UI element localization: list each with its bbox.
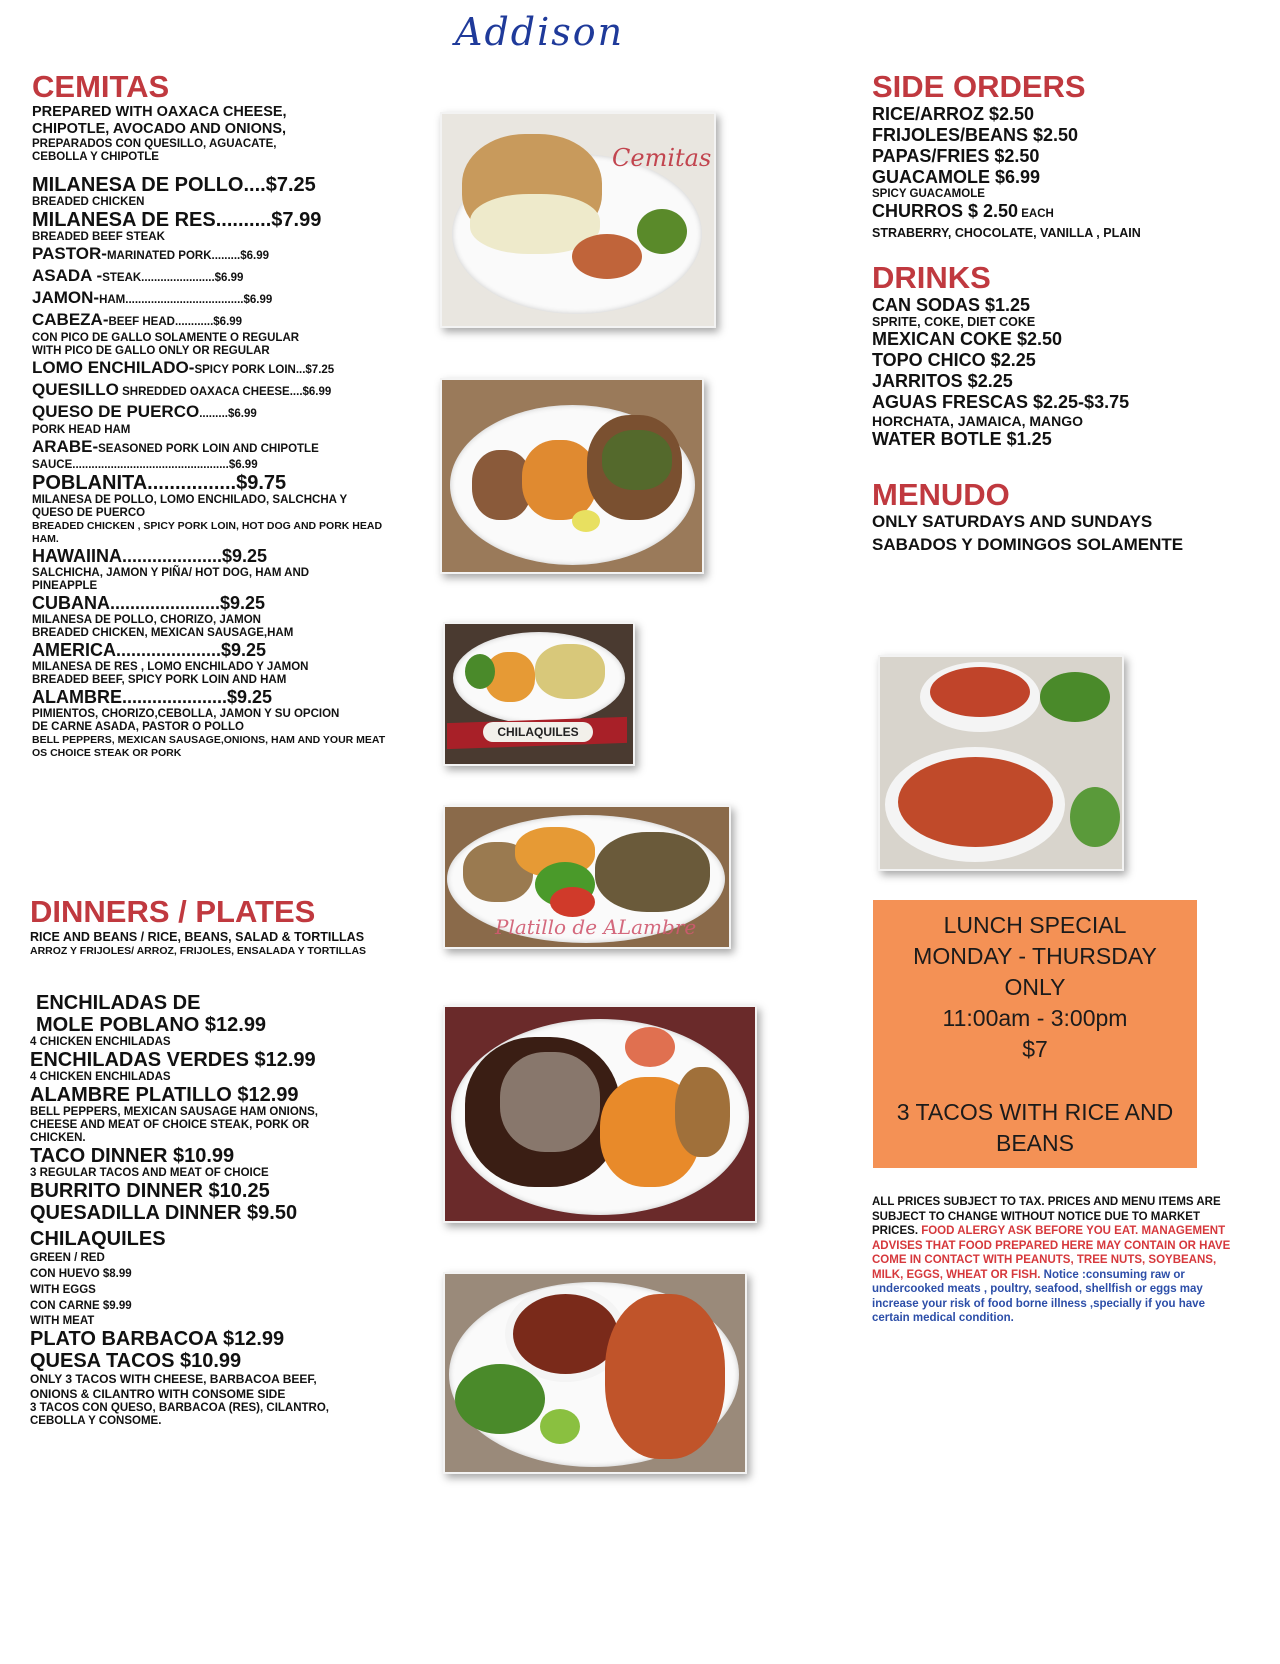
menu-item-name: MOLE POBLANO $12.99 [36,1014,267,1036]
menu-item-desc: CON CARNE $9.99 [30,1300,132,1312]
menu-item-name: MILANESA DE POLLO....$7.25 [32,174,316,196]
menu-item-desc: CHICKEN. [30,1132,86,1144]
cemitas-photo [440,112,716,328]
menu-item-desc: QUESO DE PUERCO [32,507,146,519]
menu-item-name: MILANESA DE RES..........$7.99 [32,209,322,231]
menu-item-name: PASTOR- [32,244,107,263]
lunch-special-desc: 3 TACOS WITH RICE AND [896,1099,1174,1125]
menu-item-desc: BREADED CHICKEN , SPICY PORK LOIN, HOT DOG AND PORK HEAD [32,520,383,532]
menu-item-desc: STRABERRY, CHOCOLATE, VANILLA , PLAIN [872,226,1141,240]
menu-item-name: QUESADILLA DINNER $9.50 [30,1202,298,1224]
menu-item-desc: 4 CHICKEN ENCHILADAS [30,1036,171,1048]
menu-item-inline: MARINATED PORK.........$6.99 [106,250,270,262]
menu-item [32,266,427,288]
menu-item-desc: 4 CHICKEN ENCHILADAS [30,1071,171,1083]
cemitas-title: CEMITAS [32,69,170,104]
notice-raw-food: Notice :consuming raw or undercooked meats , poultry, seafood, shellfish or eggs may increase your risk of food borne illness ,specially if you have certain medical condition. [872,1268,1205,1324]
menu-item-name: CHURROS $ 2.50 [872,201,1019,221]
dinners-section [30,895,425,1428]
menu-item-desc: PINEAPPLE [32,580,98,592]
menu-item-name: JARRITOS $2.25 [872,371,1013,391]
menu-item-desc: DE CARNE ASADA, PASTOR O POLLO [32,721,244,733]
menu-item-desc: MILANESA DE POLLO, LOMO ENCHILADO, SALCHCHA Y [32,494,348,506]
menu-item-desc: BELL PEPPERS, MEXICAN SAUSAGE,ONIONS, HAM AND YOUR MEAT [32,734,386,746]
cemitas-intro-line: PREPARED WITH OAXACA CHEESE, [32,104,287,120]
menu-item-inline: BEEF HEAD............$6.99 [108,316,243,328]
menu-item-name: AGUAS FRESCAS $2.25-$3.75 [872,392,1130,412]
cemitas-intro-es-line: PREPARADOS CON QUESILLO, AGUACATE, [32,138,277,150]
menudo-photo [878,655,1124,871]
tacos-photo [440,378,704,574]
menu-item-name: PLATO BARBACOA $12.99 [30,1328,285,1350]
lunch-special-line: MONDAY - THURSDAY [913,943,1157,969]
menu-item-desc: CON PICO DE GALLO SOLAMENTE O REGULAR [32,332,300,344]
lunch-special-price: $7 [1022,1036,1048,1062]
menu-item-name: ALAMBRE.....................$9.25 [32,687,273,707]
menu-item-desc: BREADED BEEF STEAK [32,231,165,243]
menu-item-desc: CON HUEVO $8.99 [30,1268,132,1280]
menu-item-name: MEXICAN COKE $2.50 [872,329,1063,349]
menu-item-name: RICE/ARROZ $2.50 [872,104,1035,124]
menu-item [32,437,427,459]
menu-item-desc: SPICY GUACAMOLE [872,188,985,200]
handwritten-location-label: Addison [455,10,625,54]
menu-item-name: ENCHILADAS VERDES $12.99 [30,1049,316,1071]
menu-item-name: WATER BOTLE $1.25 [872,429,1052,449]
menu-item-name: ALAMBRE PLATILLO $12.99 [30,1084,299,1106]
menu-item-name: QUESO DE PUERCO [32,402,200,421]
lunch-special-desc: BEANS [996,1130,1074,1156]
menu-item-inline: SHREDDED OAXACA CHEESE....$6.99 [118,386,332,398]
menu-item-name: PAPAS/FRIES $2.50 [872,146,1040,166]
menu-item [32,380,427,402]
lunch-special-line: ONLY [1004,974,1066,1000]
menu-item [32,402,427,424]
menu-item-name: CABEZA- [32,310,109,329]
menu-item-desc: MILANESA DE POLLO, CHORIZO, JAMON [32,614,261,626]
alambre-photo [443,805,731,949]
menu-item-inline: HAM.....................................$6.99 [99,294,273,306]
cemitas-intro-es-line: CEBOLLA Y CHIPOTLE [32,151,159,163]
menu-item-name: ARABE- [32,437,99,456]
menu-item-desc: CEBOLLA Y CONSOME. [30,1415,162,1427]
menu-item-desc: MILANESA DE RES , LOMO ENCHILADO Y JAMON [32,661,309,673]
menu-item-desc: WITH PICO DE GALLO ONLY OR REGULAR [32,345,270,357]
menu-item [32,358,427,380]
menu-item-desc: WITH MEAT [30,1315,95,1327]
menudo-line: SABADOS Y DOMINGOS SOLAMENTE [872,535,1184,554]
menu-item-name: LOMO ENCHILADO- [32,358,195,377]
menu-item-name: TACO DINNER $10.99 [30,1145,235,1167]
menu-item-inline: .........$6.99 [199,408,257,420]
right-column [872,70,1252,554]
chilaquiles-photo-label: CHILAQUILES [483,722,593,742]
menu-item-desc: 3 REGULAR TACOS AND MEAT OF CHOICE [30,1167,269,1179]
menu-item-desc: HAM. [32,533,59,545]
menu-item [32,244,427,266]
menu-item-name: ENCHILADAS DE [36,992,201,1014]
menu-item-name: QUESILLO [32,380,119,399]
menu-item-inline: STEAK.......................$6.99 [102,272,244,284]
menu-item-inline: SPICY PORK LOIN...$7.25 [194,364,335,376]
menu-item-desc: HORCHATA, JAMAICA, MANGO [872,413,1084,429]
menu-item-inline: EACH [1018,208,1054,220]
dinners-subtitle-es: ARROZ Y FRIJOLES/ ARROZ, FRIJOLES, ENSALADA Y TORTILLAS [30,945,367,957]
menu-item-desc: GREEN / RED [30,1252,105,1264]
menu-item-desc: SPRITE, COKE, DIET COKE [872,315,1036,329]
menu-item-desc: WITH EGGS [30,1284,96,1296]
menu-item-desc: BELL PEPPERS, MEXICAN SAUSAGE HAM ONIONS, [30,1106,318,1118]
menudo-title: MENUDO [872,477,1010,512]
menu-item-desc: PIMIENTOS, CHORIZO,CEBOLLA, JAMON Y SU OPCION [32,708,340,720]
cemitas-intro-line: CHIPOTLE, AVOCADO AND ONIONS, [32,121,287,137]
menu-item-name: CUBANA......................$9.25 [32,593,266,613]
enchiladas-photo [443,1005,757,1223]
menu-item-desc: BREADED CHICKEN, MEXICAN SAUSAGE,HAM [32,627,294,639]
menu-item [872,201,1252,225]
menu-item [32,288,427,310]
menu-item-desc: OS CHOICE STEAK OR PORK [32,747,182,759]
alambre-photo-label: Platillo de ALambre [495,915,697,939]
dinners-subtitle: RICE AND BEANS / RICE, BEANS, SALAD & TORTILLAS [30,930,365,944]
menu-item-name: GUACAMOLE $6.99 [872,167,1041,187]
dinners-title: DINNERS / PLATES [30,894,316,929]
menu-item [32,310,427,332]
menu-item-name: POBLANITA................$9.75 [32,472,287,494]
menu-item-name: CAN SODAS $1.25 [872,295,1031,315]
menu-item-desc: BREADED CHICKEN [32,196,145,208]
lunch-special-line: 11:00am - 3:00pm [942,1005,1128,1031]
drinks-title: DRINKS [872,260,991,295]
cemitas-section [32,70,427,760]
menu-item-name: HAWAIINA....................$9.25 [32,546,268,566]
notice-prices: ALL PRICES SUBJECT TO TAX. PRICES AND MENU ITEMS ARE SUBJECT TO CHANGE WITHOUT NOTICE DUE TO MARKET PRICES. [872,1196,1221,1237]
menu-item-desc: CHEESE AND MEAT OF CHOICE STEAK, PORK OR [30,1119,310,1131]
menu-item-name: BURRITO DINNER $10.25 [30,1180,270,1202]
menu-item-name: FRIJOLES/BEANS $2.50 [872,125,1079,145]
menu-item-name: ASADA - [32,266,103,285]
menu-item-desc: BREADED BEEF, SPICY PORK LOIN AND HAM [32,674,287,686]
quesa-tacos-photo [443,1272,747,1474]
menu-item-desc: SAUCE.................................................$6.99 [32,459,258,471]
menu-item-desc: SALCHICHA, JAMON Y PIÑA/ HOT DOG, HAM AND [32,567,310,579]
menudo-line: ONLY SATURDAYS AND SUNDAYS [872,512,1153,531]
menu-item-desc: 3 TACOS CON QUESO, BARBACOA (RES), CILANTRO, [30,1402,330,1414]
menu-item-inline: SEASONED PORK LOIN AND CHIPOTLE [98,443,319,455]
menu-item-desc: ONLY 3 TACOS WITH CHEESE, BARBACOA BEEF, [30,1372,317,1386]
menu-item-name: JAMON- [32,288,100,307]
notice-allergy: FOOD ALERGY ASK BEFORE YOU EAT. MANAGEMENT ADVISES THAT FOOD PREPARED HERE MAY CONTAIN OR HAVE COME IN CONTACT WITH PEANUTS, TREE NUTS, SOYBEANS, MILK, EGGS, WHEAT OR FISH. [872,1225,1231,1281]
cemitas-photo-label: Cemitas [612,144,712,172]
menu-item-name: TOPO CHICO $2.25 [872,350,1036,370]
side-orders-title: SIDE ORDERS [872,69,1086,104]
menu-item-desc: ONIONS & CILANTRO WITH CONSOME SIDE [30,1387,286,1401]
chilaquiles-photo [443,622,635,766]
menu-item-name: AMERICA.....................$9.25 [32,640,267,660]
price-and-allergy-notice [872,1195,1232,1326]
menu-item-name: CHILAQUILES [30,1228,166,1250]
lunch-special-line: LUNCH SPECIAL [943,912,1127,938]
menu-item-name: QUESA TACOS $10.99 [30,1350,242,1372]
lunch-special-box [873,900,1197,1168]
menu-item-desc: PORK HEAD HAM [32,424,131,436]
